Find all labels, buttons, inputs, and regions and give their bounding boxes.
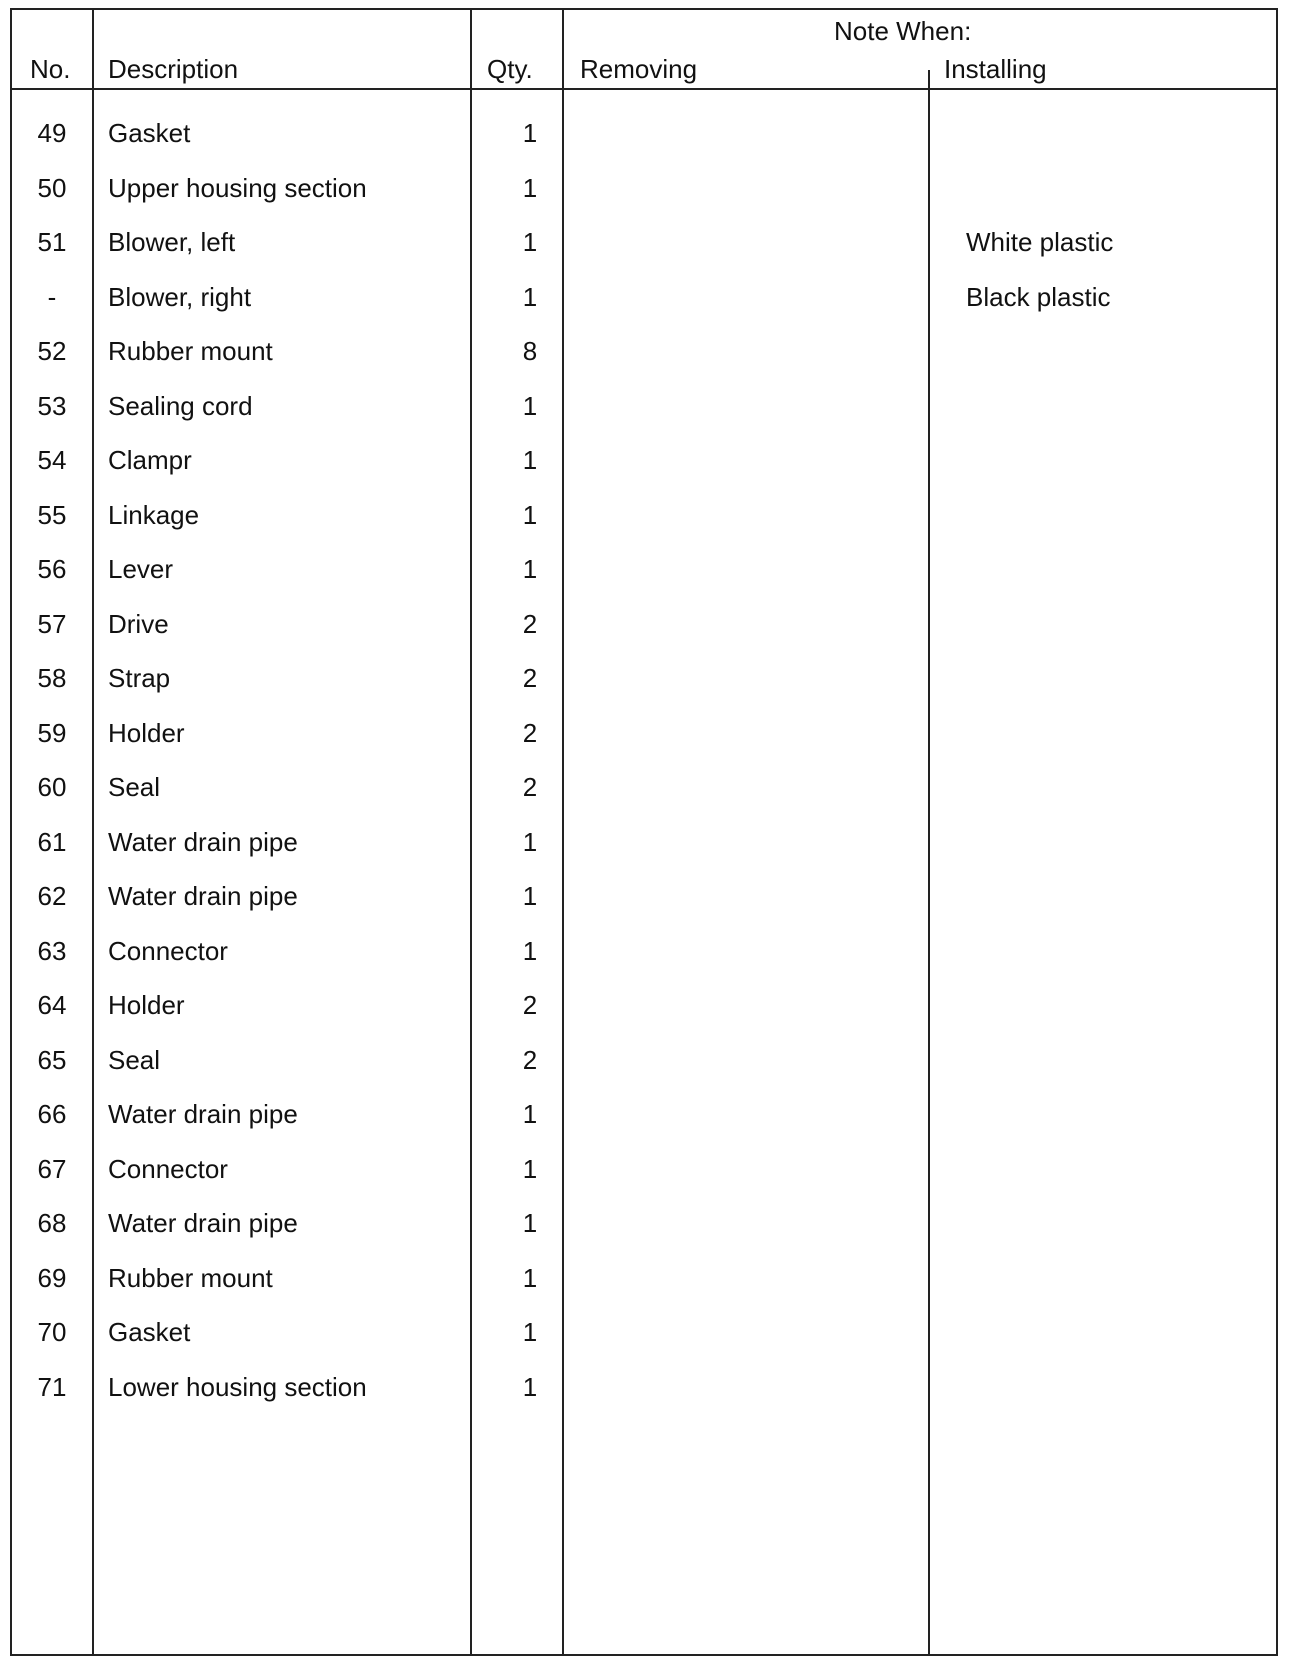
column-header-description: Description bbox=[108, 54, 239, 84]
part-quantity: 2 bbox=[522, 717, 538, 748]
part-description: Water drain pipe bbox=[108, 1099, 298, 1129]
part-number: 55 bbox=[37, 499, 67, 530]
part-description: Gasket bbox=[108, 1317, 191, 1347]
part-number: 56 bbox=[37, 554, 67, 584]
part-quantity: 2 bbox=[522, 608, 538, 639]
table-row bbox=[12, 282, 1276, 337]
part-number: 67 bbox=[37, 1153, 67, 1184]
part-number: 62 bbox=[37, 881, 67, 911]
part-description: Connector bbox=[108, 1153, 228, 1184]
part-number: 50 bbox=[37, 172, 67, 203]
part-description: Clampr bbox=[108, 445, 192, 475]
part-description: Upper housing section bbox=[108, 172, 367, 203]
note-installing: White plastic bbox=[966, 227, 1114, 257]
part-quantity: 1 bbox=[522, 172, 538, 203]
part-description: Rubber mount bbox=[108, 336, 273, 366]
part-description: Drive bbox=[108, 608, 169, 639]
part-description: Strap bbox=[108, 663, 171, 693]
table-row bbox=[12, 936, 1276, 991]
part-quantity: 1 bbox=[522, 1208, 538, 1238]
part-description: Lever bbox=[108, 554, 174, 584]
part-description: Blower, left bbox=[108, 227, 236, 257]
part-description: Blower, right bbox=[108, 281, 252, 312]
part-description: Water drain pipe bbox=[108, 826, 298, 857]
header-rule bbox=[12, 88, 1276, 90]
part-number: - bbox=[47, 281, 57, 312]
part-quantity: 1 bbox=[522, 826, 538, 857]
table-row bbox=[12, 173, 1276, 228]
table-row bbox=[12, 990, 1276, 1045]
table-row bbox=[12, 227, 1276, 282]
table-row bbox=[12, 663, 1276, 718]
part-quantity: 1 bbox=[522, 1371, 538, 1402]
part-quantity: 2 bbox=[522, 772, 538, 802]
column-header-no: No. bbox=[30, 54, 71, 84]
table-row bbox=[12, 718, 1276, 773]
table-row bbox=[12, 1208, 1276, 1263]
part-description: Water drain pipe bbox=[108, 881, 298, 911]
part-number: 60 bbox=[37, 772, 67, 802]
part-number: 65 bbox=[37, 1044, 67, 1075]
table-row bbox=[12, 1317, 1276, 1372]
part-number: 57 bbox=[37, 608, 67, 639]
part-quantity: 1 bbox=[522, 499, 538, 530]
part-quantity: 8 bbox=[522, 336, 538, 366]
table-row bbox=[12, 500, 1276, 555]
column-header-qty: Qty. bbox=[487, 54, 533, 84]
part-description: Rubber mount bbox=[108, 1262, 273, 1293]
part-number: 66 bbox=[37, 1099, 67, 1129]
table-row bbox=[12, 1263, 1276, 1318]
part-number: 64 bbox=[37, 990, 67, 1020]
part-description: Holder bbox=[108, 717, 185, 748]
table-row bbox=[12, 1154, 1276, 1209]
part-number: 71 bbox=[37, 1371, 67, 1402]
table-row bbox=[12, 1045, 1276, 1100]
part-quantity: 1 bbox=[522, 445, 538, 475]
part-quantity: 1 bbox=[522, 1262, 538, 1293]
note-when-heading: Note When: bbox=[834, 16, 972, 46]
part-description: Seal bbox=[108, 1044, 161, 1075]
table-row bbox=[12, 445, 1276, 500]
part-number: 70 bbox=[37, 1317, 67, 1347]
part-description: Sealing cord bbox=[108, 390, 253, 421]
part-number: 69 bbox=[37, 1262, 67, 1293]
part-number: 59 bbox=[37, 717, 67, 748]
part-number: 63 bbox=[37, 935, 67, 966]
part-description: Water drain pipe bbox=[108, 1208, 298, 1238]
part-quantity: 2 bbox=[522, 1044, 538, 1075]
table-row bbox=[12, 1372, 1276, 1427]
part-number: 51 bbox=[37, 227, 67, 257]
table-row bbox=[12, 772, 1276, 827]
part-description: Linkage bbox=[108, 499, 200, 530]
part-quantity: 1 bbox=[522, 227, 538, 257]
part-quantity: 1 bbox=[522, 935, 538, 966]
part-quantity: 1 bbox=[522, 554, 538, 584]
table-row bbox=[12, 391, 1276, 446]
table-row bbox=[12, 336, 1276, 391]
part-description: Gasket bbox=[108, 118, 191, 148]
part-description: Holder bbox=[108, 990, 185, 1020]
part-quantity: 1 bbox=[522, 281, 538, 312]
part-number: 54 bbox=[37, 445, 67, 475]
part-quantity: 1 bbox=[522, 1153, 538, 1184]
part-number: 68 bbox=[37, 1208, 67, 1238]
part-description: Connector bbox=[108, 935, 228, 966]
table-row bbox=[12, 609, 1276, 664]
part-quantity: 1 bbox=[522, 1317, 538, 1347]
part-quantity: 1 bbox=[522, 881, 538, 911]
parts-table bbox=[10, 8, 1278, 1656]
part-number: 53 bbox=[37, 390, 67, 421]
note-installing: Black plastic bbox=[966, 281, 1111, 312]
part-quantity: 1 bbox=[522, 118, 538, 148]
part-description: Lower housing section bbox=[108, 1371, 367, 1402]
parts-table-body bbox=[12, 118, 1276, 1426]
table-row bbox=[12, 554, 1276, 609]
part-quantity: 2 bbox=[522, 663, 538, 693]
part-number: 58 bbox=[37, 663, 67, 693]
part-quantity: 1 bbox=[522, 1099, 538, 1129]
part-number: 49 bbox=[37, 118, 67, 148]
table-row bbox=[12, 827, 1276, 882]
column-header-installing: Installing bbox=[944, 54, 1047, 84]
part-quantity: 2 bbox=[522, 990, 538, 1020]
part-number: 61 bbox=[37, 826, 67, 857]
table-row bbox=[12, 1099, 1276, 1154]
part-number: 52 bbox=[37, 336, 67, 366]
column-header-removing: Removing bbox=[580, 54, 698, 84]
part-description: Seal bbox=[108, 772, 161, 802]
table-row bbox=[12, 881, 1276, 936]
table-row bbox=[12, 118, 1276, 173]
part-quantity: 1 bbox=[522, 390, 538, 421]
